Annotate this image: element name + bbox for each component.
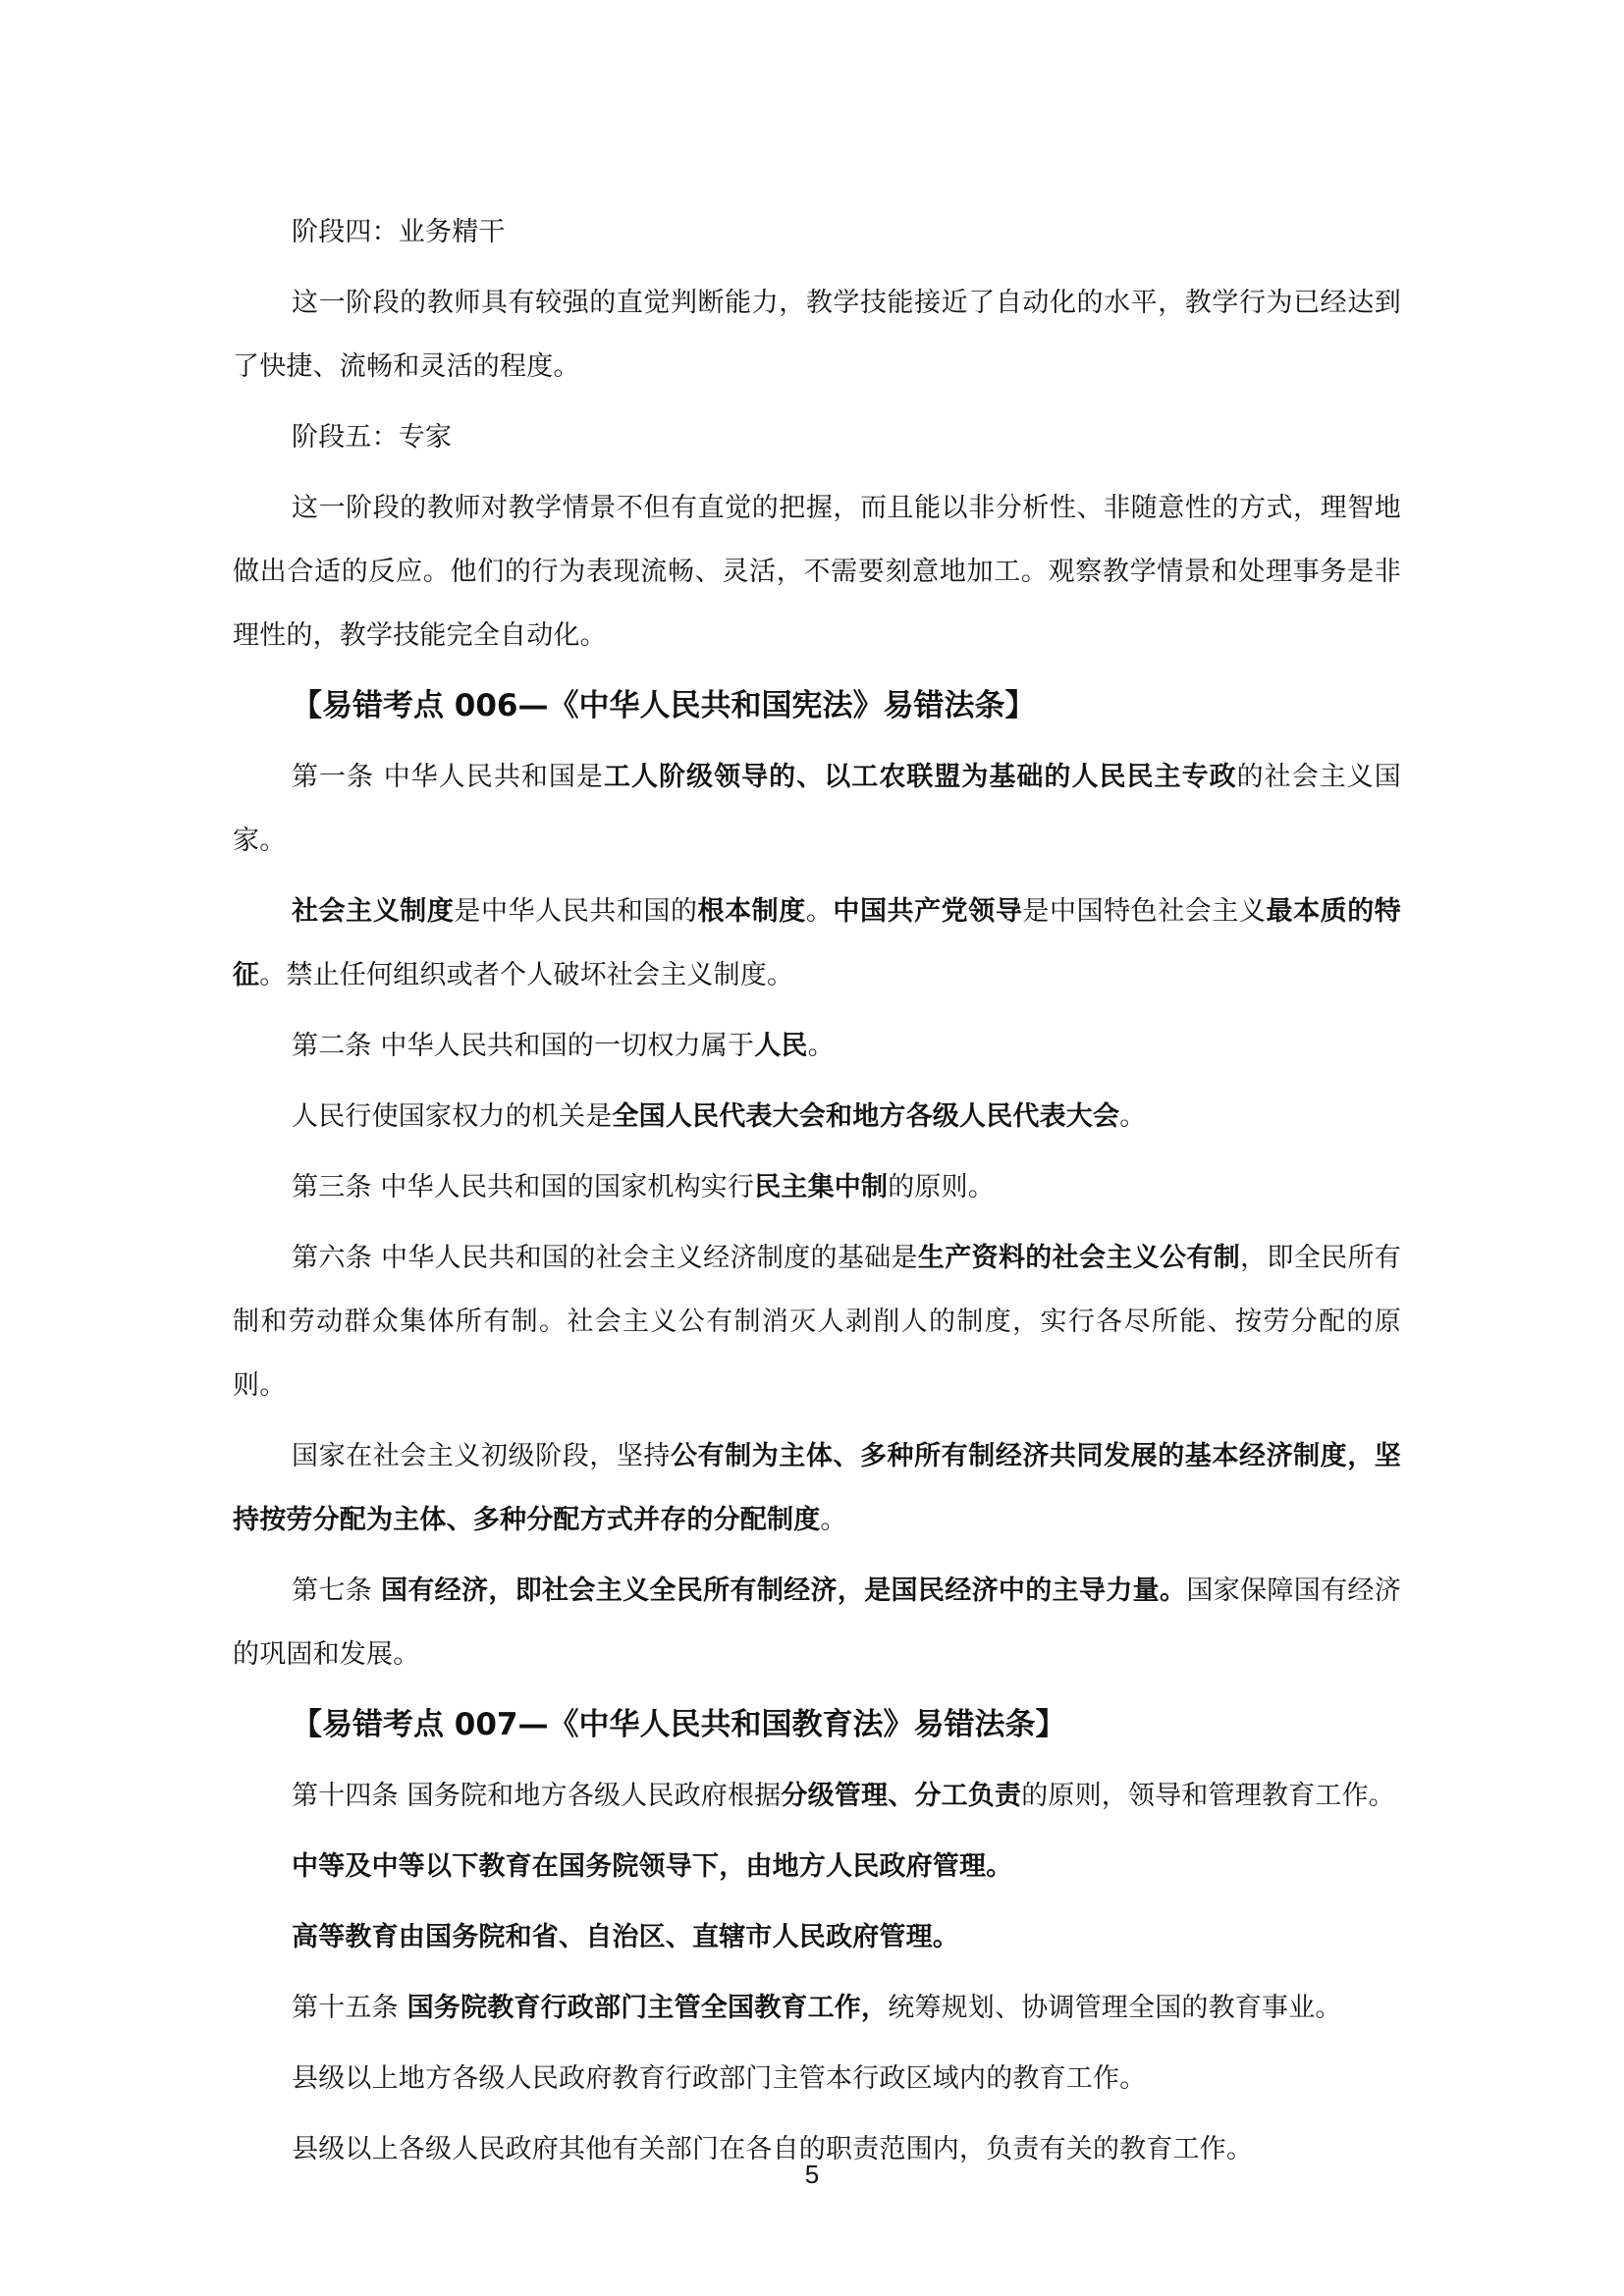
page-number: 5 xyxy=(804,2160,820,2189)
paragraph xyxy=(233,1085,1401,1148)
text-run: 第六条 中华人民共和国的社会主义经济制度的基础是 xyxy=(292,1243,918,1273)
emphasis-text: 公有制为主体、多种所有制经济共同发展的基本经济制度，坚持按劳分配为主体、多种分配方式并存的分配制度 xyxy=(233,1441,1401,1535)
text-run: 的原则，领导和管理教育工作。 xyxy=(1021,1781,1396,1811)
text-run: 【易错考点 007—《中华人民共和国教育法》易错法条】 xyxy=(292,1707,1066,1742)
paragraph xyxy=(233,2047,1401,2110)
section-heading xyxy=(233,674,1401,738)
emphasis-text: 全国人民代表大会和地方各级人民代表大会 xyxy=(612,1101,1120,1132)
text-run: 的社会主义国家。 xyxy=(233,762,1402,856)
emphasis-text: 分级管理、分工负责 xyxy=(781,1781,1022,1811)
text-run: 第一条 中华人民共和国是 xyxy=(292,762,604,792)
text-run: 国家保障国有经济的巩固和发展。 xyxy=(233,1575,1401,1670)
emphasis-text: 人民 xyxy=(754,1031,808,1061)
text-run: 这一阶段的教师具有较强的直觉判断能力，教学技能接近了自动化的水平，教学行为已经达到了快捷、流畅和灵活的程度。 xyxy=(233,288,1401,382)
text-run: 第三条 中华人民共和国的国家机构实行 xyxy=(292,1172,755,1202)
paragraph xyxy=(233,745,1401,873)
paragraph xyxy=(233,880,1401,1007)
text-run: 第十四条 国务院和地方各级人民政府根据 xyxy=(292,1781,782,1811)
section-heading xyxy=(233,1693,1401,1757)
text-run: 。 xyxy=(805,896,834,927)
emphasis-text: 生产资料的社会主义公有制 xyxy=(917,1243,1241,1273)
text-run: 人民行使国家权力的机关是 xyxy=(292,1101,613,1132)
emphasis-text: 国有经济，即社会主义全民所有制经济，是国民经济中的主导力量。 xyxy=(380,1575,1187,1606)
text-run: 。 xyxy=(807,1031,835,1061)
paragraph xyxy=(233,200,1401,264)
text-run: 。 xyxy=(1119,1101,1147,1132)
text-run: 阶段四：业务精干 xyxy=(292,217,506,247)
emphasis-text: 民主集中制 xyxy=(754,1172,889,1202)
paragraph xyxy=(233,1226,1401,1417)
emphasis-text: 中等及中等以下教育在国务院领导下，由地方人民政府管理。 xyxy=(292,1851,1013,1882)
text-run: 统筹规划、协调管理全国的教育事业。 xyxy=(888,1993,1342,2023)
text-run: 【易错考点 006—《中华人民共和国宪法》易错法条】 xyxy=(292,688,1036,723)
text-run: 这一阶段的教师对教学情景不但有直觉的把握，而且能以非分析性、非随意性的方式，理智地做出合适的反应。他们的行为表现流畅、灵活，不需要刻意地加工。观察教学情景和处理事务是非理性的，教学技能完全自动化。 xyxy=(233,493,1401,651)
text-run: 第十五条 xyxy=(292,1993,407,2023)
page-content xyxy=(233,200,1401,2181)
text-run: 。禁止任何组织或者个人破坏社会主义制度。 xyxy=(259,960,794,990)
text-run: 阶段五：专家 xyxy=(292,422,453,453)
paragraph xyxy=(233,405,1401,469)
text-run: 是中国特色社会主义 xyxy=(1022,896,1267,927)
emphasis-text: 社会主义制度 xyxy=(292,896,455,927)
emphasis-text: 根本制度 xyxy=(697,896,806,927)
emphasis-text: 国务院教育行政部门主管全国教育工作， xyxy=(406,1993,889,2023)
paragraph xyxy=(233,1559,1401,1686)
paragraph xyxy=(233,1014,1401,1078)
text-run: 第二条 中华人民共和国的一切权力属于 xyxy=(292,1031,755,1061)
emphasis-text: 高等教育由国务院和省、自治区、直辖市人民政府管理。 xyxy=(292,1922,959,1952)
paragraph xyxy=(233,1905,1401,1969)
paragraph xyxy=(233,1155,1401,1219)
text-run: 第七条 xyxy=(292,1575,381,1606)
text-run: 。 xyxy=(820,1505,847,1535)
emphasis-text: 工人阶级领导的、以工农联盟为基础的人民民主专政 xyxy=(603,762,1237,792)
paragraph xyxy=(233,271,1401,399)
paragraph xyxy=(233,1764,1401,1828)
text-run: ，即全民所有制和劳动群众集体所有制。社会主义公有制消灭人剥削人的制度，实行各尽所能、按劳分配的原则。 xyxy=(233,1243,1401,1401)
text-run: 县级以上各级人民政府其他有关部门在各自的职责范围内，负责有关的教育工作。 xyxy=(292,2134,1254,2164)
text-run: 的原则。 xyxy=(888,1172,995,1202)
paragraph xyxy=(233,476,1401,667)
emphasis-text: 最本质的特征 xyxy=(233,896,1401,990)
emphasis-text: 中国共产党领导 xyxy=(833,896,1023,927)
text-run: 是中华人民共和国的 xyxy=(454,896,698,927)
text-run: 国家在社会主义初级阶段，坚持 xyxy=(292,1441,671,1471)
paragraph xyxy=(233,1976,1401,2040)
paragraph xyxy=(233,1424,1401,1552)
paragraph xyxy=(233,1835,1401,1898)
text-run: 县级以上地方各级人民政府教育行政部门主管本行政区域内的教育工作。 xyxy=(292,2063,1147,2094)
